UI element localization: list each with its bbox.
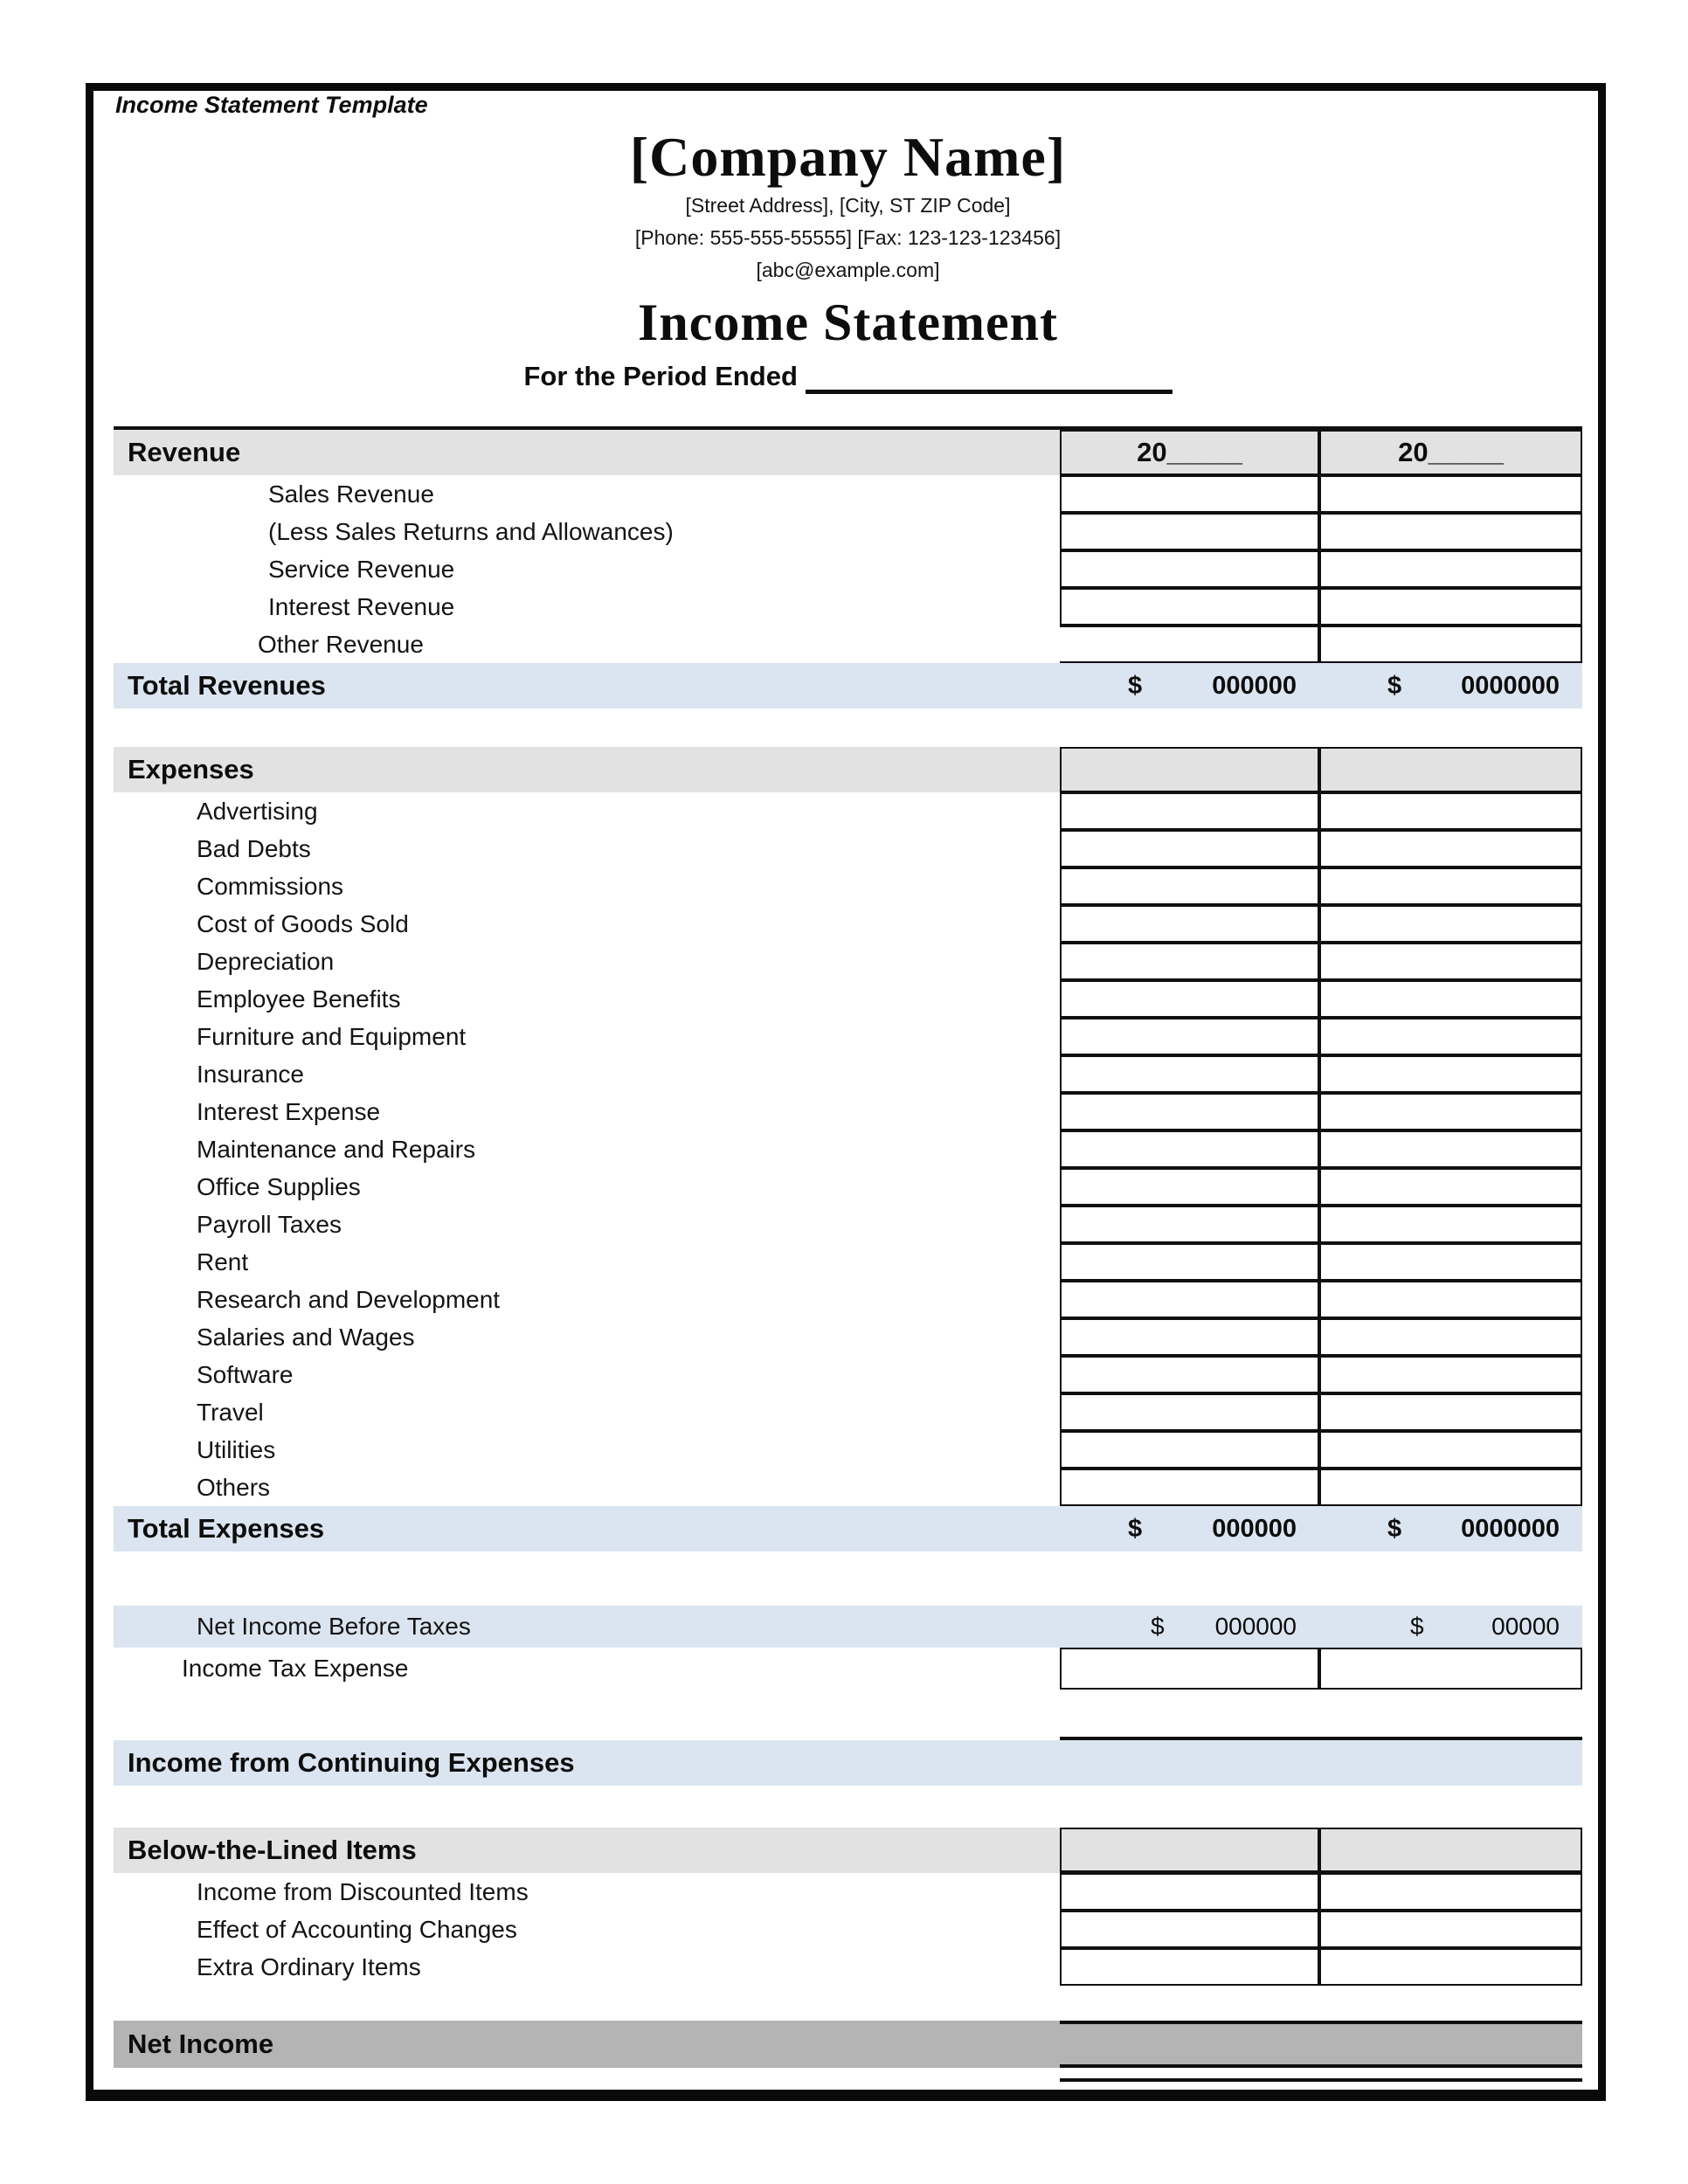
period-line [114,359,1582,399]
value-cell[interactable] [1060,980,1319,1018]
email-line: [abc@example.com] [756,259,940,281]
value-cell[interactable] [1319,475,1582,513]
document-title: Income Statement [638,294,1058,351]
amount: 00000 [1491,1613,1560,1640]
row-label: Interest Expense [197,1097,381,1125]
value-cell[interactable] [1060,1243,1319,1281]
value-cell[interactable] [1060,1648,1319,1690]
value-cell[interactable] [1319,1648,1582,1690]
value-cell[interactable] [1060,550,1319,588]
single-rule [1060,2064,1582,2068]
row-label: Service Revenue [268,555,455,583]
value-cell[interactable] [1060,1911,1319,1948]
table-row [114,1168,1582,1206]
value-cell[interactable] [1319,905,1582,943]
value-cell[interactable] [1060,1873,1319,1911]
value-cell[interactable] [1319,1130,1582,1168]
value-cell[interactable] [1060,1206,1319,1243]
table-row [114,1431,1582,1469]
value-cell[interactable] [1319,1018,1582,1055]
table-row [114,625,1582,663]
table-row [114,1911,1582,1948]
row-label: Salaries and Wages [197,1323,415,1351]
value-cell[interactable] [1319,830,1582,867]
value-cell[interactable] [1060,1130,1319,1168]
year-column-header-2: 20_____ [1319,430,1582,475]
value-cell[interactable] [1319,1873,1582,1911]
row-label: Travel [197,1398,264,1426]
amount: 000000 [1212,1514,1297,1543]
table-row [114,1018,1582,1055]
value-cell[interactable] [1319,1431,1582,1469]
table-row [114,1281,1582,1318]
row-label: Rent [197,1248,249,1275]
net-income-row [114,2021,1582,2068]
row-label: Income from Discounted Items [197,1877,529,1905]
currency-symbol: $ [1151,1613,1165,1640]
table-row [114,1130,1582,1168]
total-expenses-value-1 [1060,1506,1319,1552]
currency-symbol: $ [1387,1514,1402,1543]
income-from-continuing-label: Income from Continuing Expenses [128,1747,575,1778]
value-cell[interactable] [1319,867,1582,905]
double-underline [1060,2078,1582,2082]
row-label: Interest Revenue [268,592,455,620]
row-label: Depreciation [197,947,335,975]
value-cell[interactable] [1319,1168,1582,1206]
value-cell[interactable] [1319,1055,1582,1093]
value-cell[interactable] [1319,550,1582,588]
table-row [114,1393,1582,1431]
nibt-value-1 [1060,1606,1319,1648]
table-row [114,1206,1582,1243]
amount: 0000000 [1461,1514,1560,1543]
value-cell[interactable] [1319,980,1582,1018]
value-cell[interactable] [1319,1948,1582,1986]
row-label: Research and Development [197,1285,501,1313]
total-expenses-value-2 [1319,1506,1582,1552]
value-cell[interactable] [1060,1469,1319,1506]
revenue-section-title: Revenue [128,437,241,467]
currency-symbol: $ [1387,671,1402,700]
value-cell[interactable] [1060,1281,1319,1318]
income-tax-expense-row [114,1648,1582,1690]
amount: 000000 [1214,1613,1297,1640]
net-income-before-taxes-row [114,1606,1582,1648]
table-row [114,475,1582,513]
value-cell[interactable] [1319,1911,1582,1948]
amount: 0000000 [1461,671,1560,700]
single-rule [1060,1737,1582,1740]
value-cell[interactable] [1060,1093,1319,1130]
row-label: Advertising [197,797,318,825]
table-row [114,513,1582,550]
table-row [114,1243,1582,1281]
value-cell[interactable] [1060,1018,1319,1055]
row-label: Employee Benefits [197,985,401,1013]
table-row [114,1055,1582,1093]
total-revenues-label: Total Revenues [128,670,326,701]
table-row [114,1093,1582,1130]
revenue-section-header [114,426,1582,475]
value-cell[interactable] [1060,1356,1319,1393]
row-label: Effect of Accounting Changes [197,1915,517,1943]
value-cell[interactable] [1319,1318,1582,1356]
table-row [114,830,1582,867]
single-rule [1060,2021,1582,2024]
page-content [114,91,1582,2082]
period-label: For the Period Ended [523,361,798,391]
expenses-year-cell-1 [1060,747,1319,792]
value-cell[interactable] [1060,1318,1319,1356]
value-cell[interactable] [1060,1055,1319,1093]
total-expenses-row [114,1506,1582,1552]
value-cell[interactable] [1319,1206,1582,1243]
table-row [114,792,1582,830]
table-row [114,980,1582,1018]
row-label: Commissions [197,872,344,900]
below-the-line-title: Below-the-Lined Items [128,1835,417,1865]
address-line: [Street Address], [City, ST ZIP Code] [685,194,1011,217]
company-name: [Company Name] [629,126,1067,188]
value-cell[interactable] [1319,792,1582,830]
nibt-value-2 [1319,1606,1582,1648]
income-tax-expense-label: Income Tax Expense [182,1655,409,1682]
value-cell[interactable] [1060,867,1319,905]
value-cell[interactable] [1319,1393,1582,1431]
row-label: Furniture and Equipment [197,1022,467,1050]
income-from-continuing-row [114,1740,1582,1786]
btl-year-cell-2 [1319,1828,1582,1873]
value-cell[interactable] [1060,1431,1319,1469]
value-cell[interactable] [1060,1393,1319,1431]
currency-symbol: $ [1128,671,1143,700]
row-label: Software [197,1360,294,1388]
value-cell[interactable] [1060,1168,1319,1206]
value-cell[interactable] [1319,1469,1582,1506]
row-label: Maintenance and Repairs [197,1135,476,1163]
table-row [114,588,1582,625]
row-label: Office Supplies [197,1172,361,1200]
year-column-header-1: 20_____ [1060,430,1319,475]
total-revenues-row [114,663,1582,708]
btl-year-cell-1 [1060,1828,1319,1873]
table-row [114,905,1582,943]
phone-fax-line: [Phone: 555-555-55555] [Fax: 123-123-123456] [634,226,1062,249]
currency-symbol: $ [1410,1613,1424,1640]
table-row [114,1873,1582,1911]
period-blank-field[interactable] [806,363,1173,394]
value-cell[interactable] [1060,588,1319,625]
template-label: Income Statement Template [115,92,428,118]
net-income-label: Net Income [128,2028,274,2059]
row-label: Others [197,1473,271,1501]
table-row [114,1356,1582,1393]
value-cell[interactable] [1060,905,1319,943]
table-row [114,1469,1582,1506]
page-frame [86,83,1606,2101]
total-revenues-value-2 [1319,663,1582,708]
row-label: Extra Ordinary Items [197,1952,421,1980]
value-cell[interactable] [1319,625,1582,663]
value-cell[interactable] [1060,625,1319,663]
row-label: Cost of Goods Sold [197,909,409,937]
value-cell[interactable] [1319,1281,1582,1318]
table-row [114,550,1582,588]
row-label: Utilities [197,1435,276,1463]
table-row [114,867,1582,905]
row-label: (Less Sales Returns and Allowances) [268,517,674,545]
value-cell[interactable] [1319,943,1582,980]
value-cell[interactable] [1319,588,1582,625]
table-row [114,943,1582,980]
row-label: Payroll Taxes [197,1210,342,1238]
row-label: Other Revenue [258,630,424,658]
value-cell[interactable] [1319,1093,1582,1130]
net-income-before-taxes-label: Net Income Before Taxes [197,1613,471,1640]
total-revenues-value-1 [1060,663,1319,708]
expenses-year-cell-2 [1319,747,1582,792]
value-cell[interactable] [1060,830,1319,867]
amount: 000000 [1212,671,1297,700]
total-expenses-label: Total Expenses [128,1513,325,1544]
value-cell[interactable] [1319,1243,1582,1281]
below-the-line-section-header [114,1828,1582,1873]
value-cell[interactable] [1060,513,1319,550]
value-cell[interactable] [1319,513,1582,550]
value-cell[interactable] [1060,792,1319,830]
currency-symbol: $ [1128,1514,1143,1543]
value-cell[interactable] [1060,475,1319,513]
table-row [114,1948,1582,1986]
expenses-section-header [114,747,1582,792]
row-label: Sales Revenue [268,480,434,508]
table-row [114,1318,1582,1356]
value-cell[interactable] [1060,1948,1319,1986]
expenses-section-title: Expenses [128,754,254,784]
row-label: Insurance [197,1060,304,1088]
value-cell[interactable] [1319,1356,1582,1393]
value-cell[interactable] [1060,943,1319,980]
row-label: Bad Debts [197,834,311,862]
